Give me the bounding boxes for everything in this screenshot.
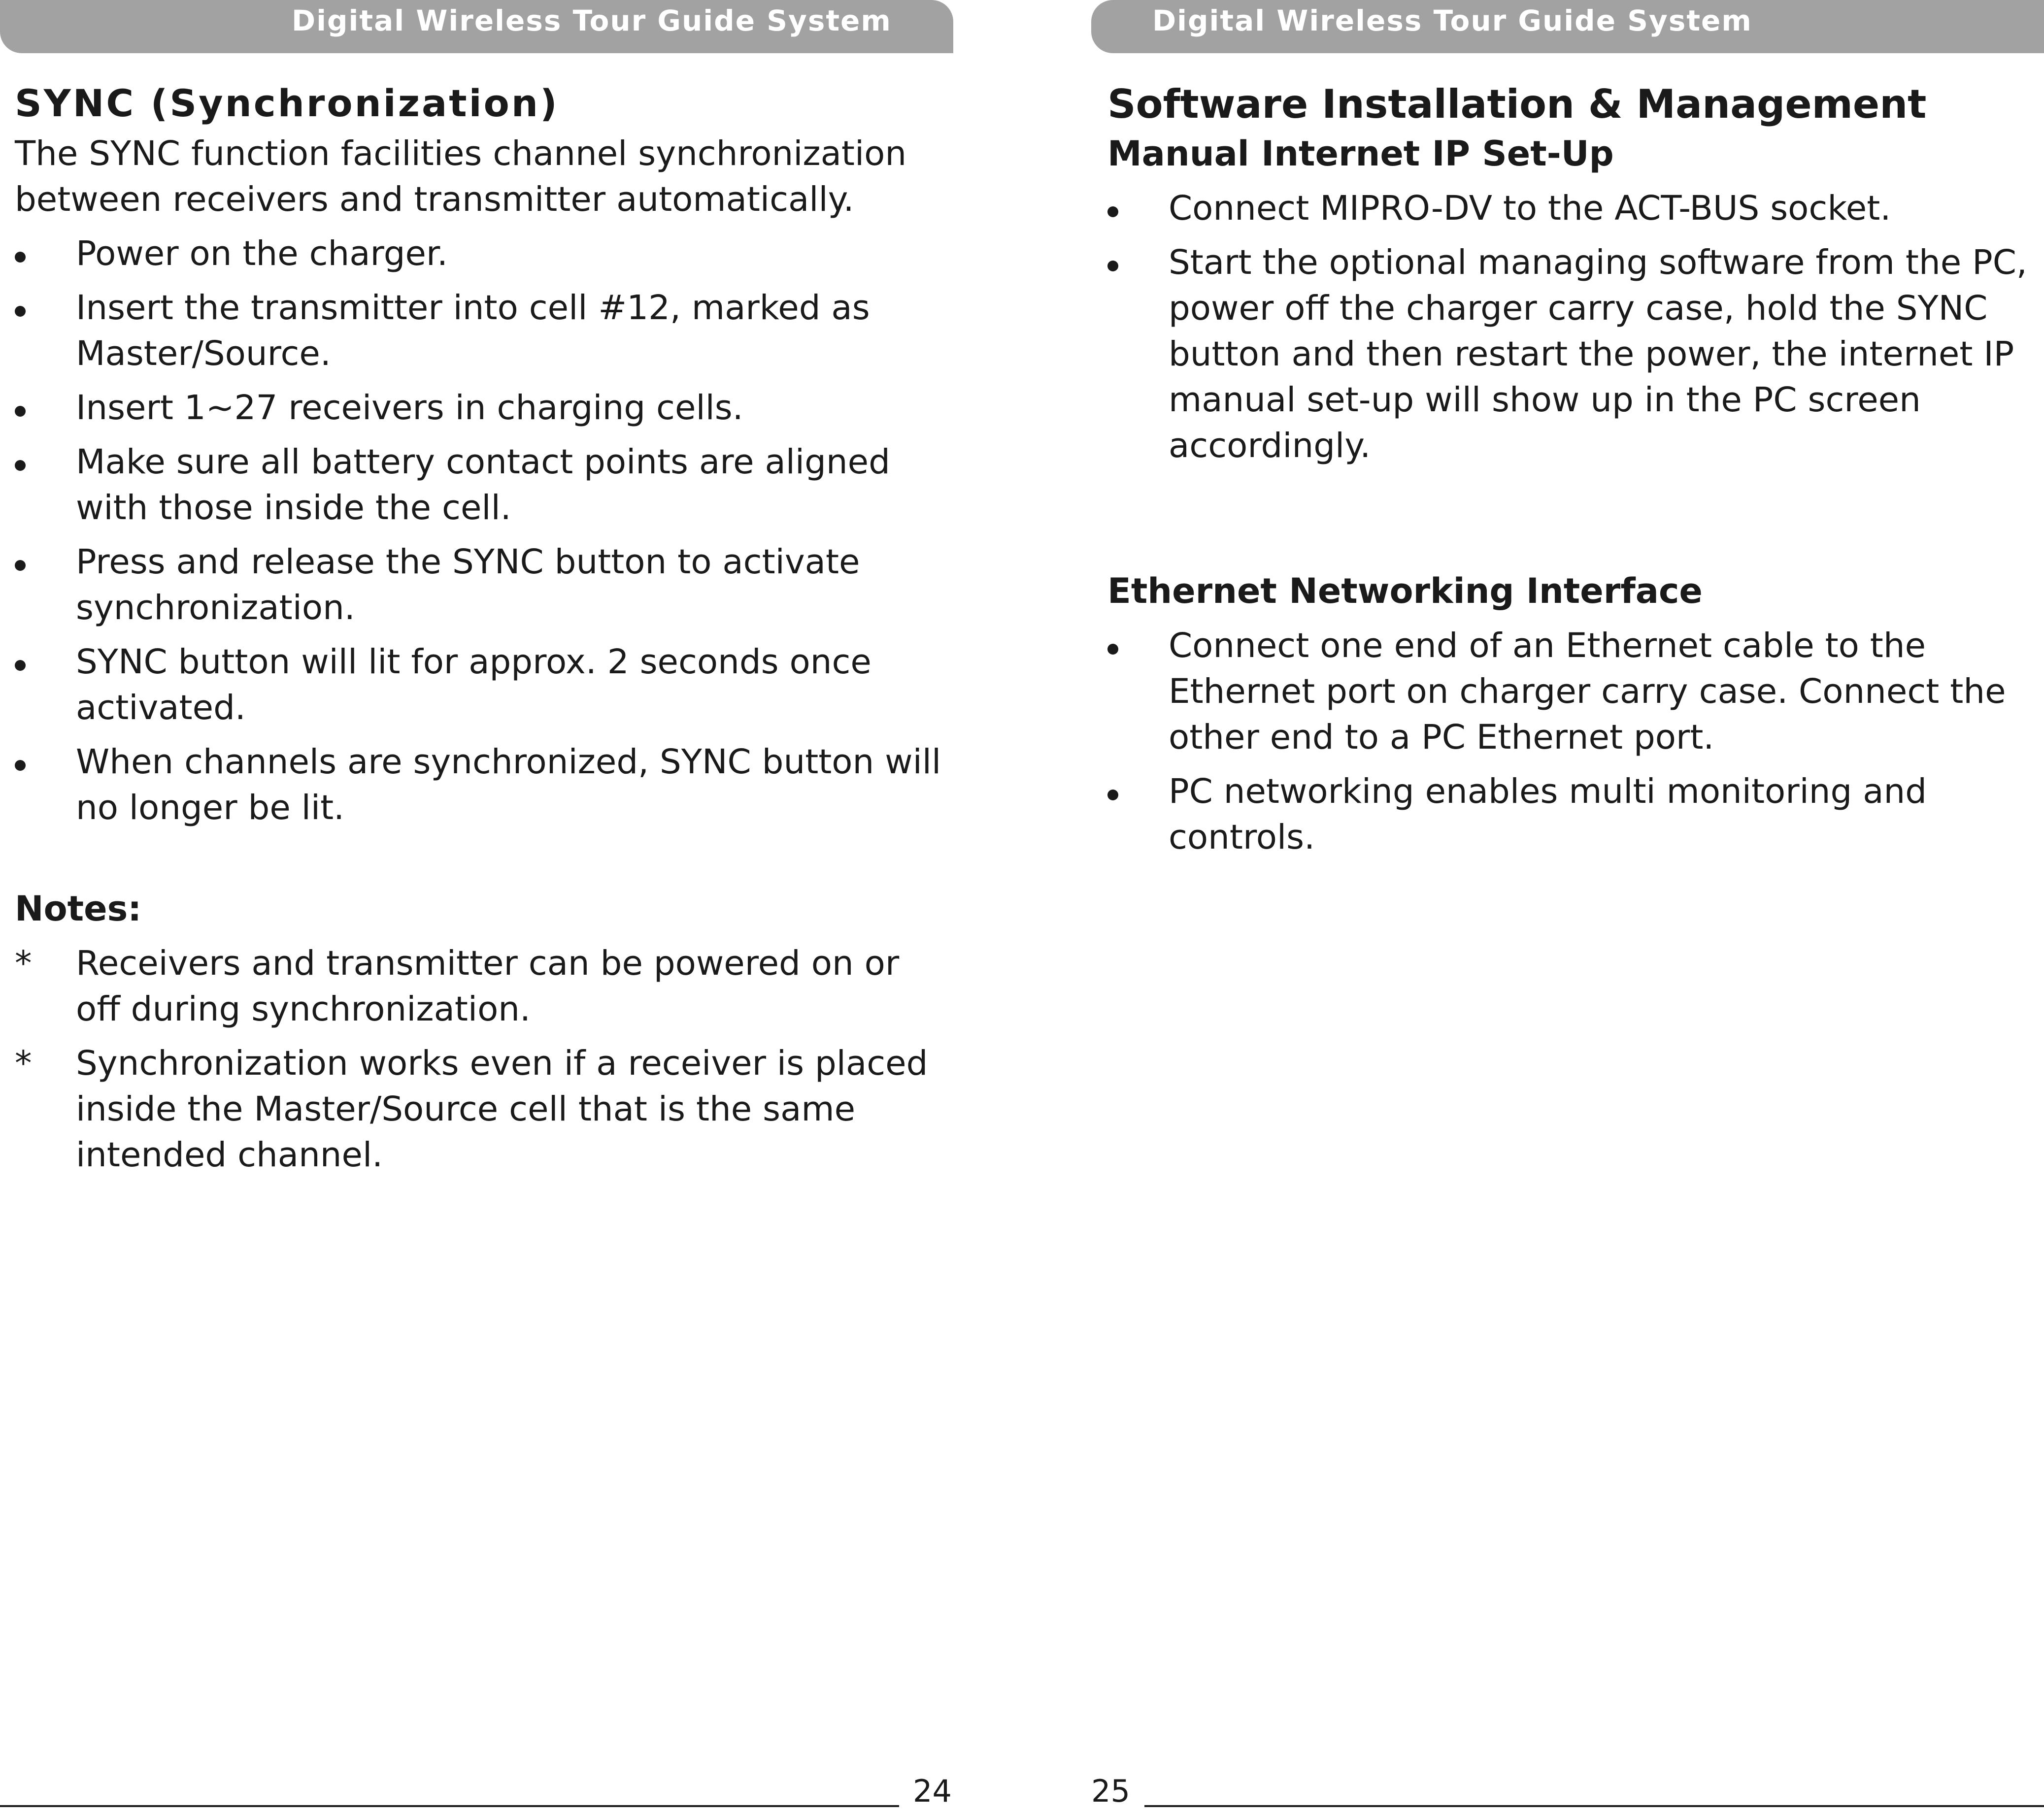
right-page — [1091, 0, 2044, 1812]
page-number: 24 — [913, 1773, 952, 1809]
page-number: 25 — [1091, 1773, 1130, 1809]
notes-heading: Notes: — [15, 889, 142, 929]
bullet-icon — [1107, 206, 1118, 217]
list-item: * Synchronization works even if a receiver is placed inside the Master/Source cell that is the same intended channel. — [15, 1041, 946, 1178]
list-item: Power on the charger. — [15, 231, 946, 277]
sync-steps-list — [15, 231, 946, 831]
bullet-icon — [15, 760, 26, 771]
list-item: Make sure all battery contact points are aligned with those inside the cell. — [15, 439, 946, 531]
bullet-icon — [1107, 644, 1118, 655]
section-title: Software Installation & Management — [1107, 81, 1927, 127]
footer-rule — [0, 1805, 899, 1807]
bullet-icon — [15, 460, 26, 471]
asterisk-icon: * — [15, 944, 32, 983]
right-content — [1107, 79, 2034, 860]
bullet-icon — [15, 306, 26, 317]
subsection-title: Manual Internet IP Set-Up — [1107, 133, 1614, 174]
left-page — [0, 0, 953, 1812]
intro-paragraph: The SYNC function facilities channel synchronization between receivers and transmitter automatically. — [15, 134, 907, 219]
list-item: PC networking enables multi monitoring and controls. — [1107, 769, 2034, 860]
subsection-title: Ethernet Networking Interface — [1107, 571, 1703, 611]
list-item: Insert the transmitter into cell #12, marked as Master/Source. — [15, 285, 946, 377]
list-item: Insert 1~27 receivers in charging cells. — [15, 385, 946, 431]
left-content — [15, 79, 946, 1178]
ip-setup-list — [1107, 186, 2034, 469]
running-header: Digital Wireless Tour Guide System — [0, 0, 953, 53]
bullet-icon — [1107, 790, 1118, 800]
list-item: When channels are synchronized, SYNC button will no longer be lit. — [15, 739, 946, 831]
list-item: SYNC button will lit for approx. 2 seconds once activated. — [15, 639, 946, 731]
asterisk-icon: * — [15, 1044, 32, 1083]
bullet-icon — [15, 660, 26, 671]
list-item: Connect one end of an Ethernet cable to the Ethernet port on charger carry case. Connect the other end to a PC Ethernet port. — [1107, 623, 2034, 760]
section-title: SYNC (Synchronization) — [15, 81, 559, 125]
bullet-icon — [1107, 261, 1118, 271]
notes-list — [15, 941, 946, 1178]
ethernet-list — [1107, 623, 2034, 860]
running-header: Digital Wireless Tour Guide System — [1091, 0, 2044, 53]
bullet-icon — [15, 560, 26, 571]
list-item: Start the optional managing software from the PC, power off the charger carry case, hold the SYNC button and then restart the power, the internet IP manual set-up will show up in the PC screen accordingly. — [1107, 240, 2034, 469]
list-item: Press and release the SYNC button to activate synchronization. — [15, 539, 946, 631]
footer-rule — [1144, 1805, 2044, 1807]
bullet-icon — [15, 252, 26, 263]
list-item: * Receivers and transmitter can be powered on or off during synchronization. — [15, 941, 946, 1032]
bullet-icon — [15, 406, 26, 417]
list-item: Connect MIPRO-DV to the ACT-BUS socket. — [1107, 186, 2034, 231]
